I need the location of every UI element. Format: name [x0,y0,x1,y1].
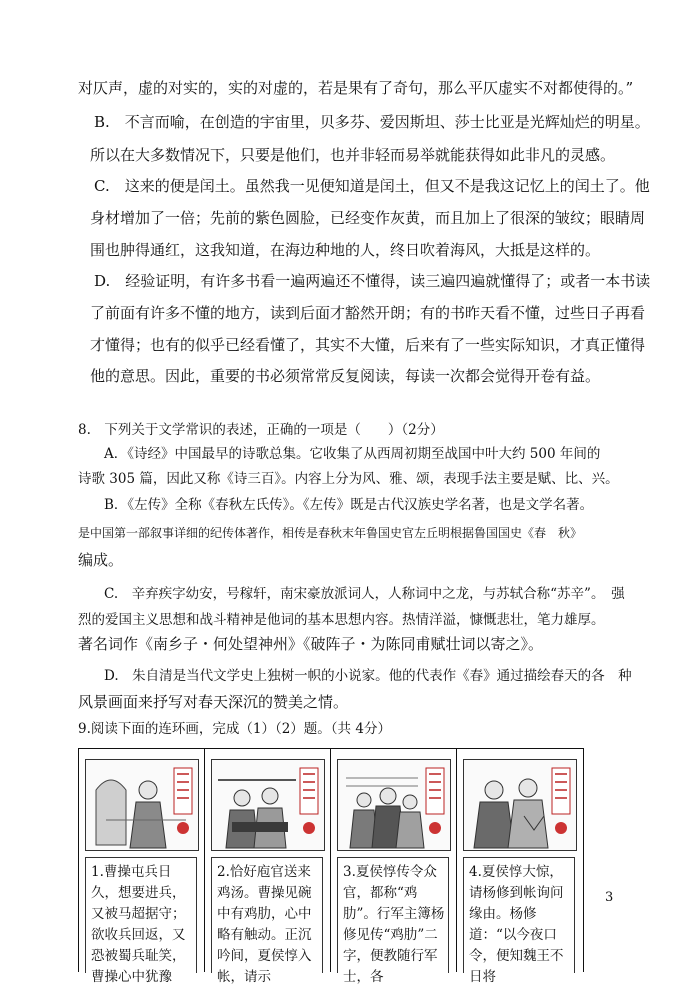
text-line: 诗歌 305 篇，因此又称《诗三百》。内容上分为风、雅、颂，表现手法主要是赋、比、兴。 [78,471,619,487]
comic-panel [205,749,331,985]
option-c: C. 辛弃疾字幼安，号稼轩，南宋豪放派词人，人称词中之龙，与苏轼合称“苏辛”。 强 [104,586,625,602]
text-line: C. 这来的便是闰土。虽然我一见便知道是闰土，但又不是我这记忆上的闰土了。他 [94,177,650,195]
text-line: 是中国第一部叙事详细的纪传体著作，相传是春秋末年鲁国史官左丘明根据鲁国国史《春 秋》 [78,526,583,540]
comic-caption: 2.恰好庖官送来鸡汤。曹操见碗中有鸡肋，心中略有触动。正沉吟间，夏侯惇入帐，请示 [211,857,323,973]
comic-caption: 3.夏侯惇传令众官，都称“鸡肋”。行军主簿杨修见传“鸡肋”二字，便教随行军士，各 [337,857,449,973]
comic-caption: 4.夏侯惇大惊，请杨修到帐询问缘由。杨修道：“以今夜口令，便知魏王不日将 [463,857,575,973]
text-line: 烈的爱国主义思想和战斗精神是他词的基本思想内容。热情洋溢，慷慨悲壮，笔力雄厚。 [78,612,605,628]
comic-panel [457,749,583,985]
text-line: 风景画面来抒写对春天深沉的赞美之情。 [78,693,349,711]
comic-illustration [463,759,577,851]
option-a: A．《诗经》中国最早的诗歌总集。它收集了从西周初期至战国中叶大约 500 年间的 [104,446,601,462]
option-d: D. 朱自清是当代文学史上独树一帜的小说家。他的代表作《春》通过描绘春天的各 种 [104,668,632,684]
comic-panel [79,749,205,985]
text-line: 所以在大多数情况下，只要是他们，也并非轻而易举就能获得如此非凡的灵感。 [90,146,616,164]
comic-illustration [337,759,451,851]
question-9: 9.阅读下面的连环画，完成（1）（2）题。（共 4分） [78,721,391,737]
comic-panel [331,749,457,985]
comic-strip [78,748,584,985]
question-8: 8. 下列关于文学常识的表述，正确的一项是（ ）（2分） [78,422,444,438]
page-number: 3 [605,890,614,905]
text-line: 著名词作《南乡子・何处望神州》《破阵子・为陈同甫赋壮词以寄之》。 [78,635,544,653]
option-b: B．《左传》全称《春秋左氏传》。《左传》既是古代汉族史学名著，也是文学名著。 [104,497,594,513]
text-line: 对仄声，虚的对实的，实的对虚的，若是果有了奇句，那么平仄虚实不对都使得的。” [78,79,634,97]
text-line: 身材增加了一倍；先前的紫色圆脸，已经变作灰黄，而且加上了很深的皱纹；眼睛周 [90,209,646,227]
text-line: 编成。 [78,551,124,569]
text-line: B. 不言而喻，在创造的宇宙里，贝多芬、爱因斯坦、莎士比亚是光辉灿烂的明星。 [94,113,650,131]
text-line: 了前面有许多不懂的地方，读到后面才豁然开朗；有的书昨天看不懂，过些日子再看 [90,304,646,322]
text-line: D. 经验证明，有许多书看一遍两遍还不懂得，读三遍四遍就懂得了；或者一本书读 [94,272,651,290]
text-line: 围也肿得通红，这我知道，在海边种地的人，终日吹着海风，大抵是这样的。 [90,241,601,259]
text-line: 才懂得；也有的似乎已经看懂了，其实不大懂，后来有了一些实际知识，才真正懂得 [90,336,646,354]
text-line: 他的意思。因此，重要的书必须常常反复阅读，每读一次都会觉得开卷有益。 [90,367,601,385]
comic-illustration [85,759,199,851]
comic-illustration [211,759,325,851]
comic-caption: 1.曹操屯兵日久，想要进兵，又被马超据守；欲收兵回返，又恐被蜀兵耻笑，曹操心中犹豫 [85,857,197,973]
